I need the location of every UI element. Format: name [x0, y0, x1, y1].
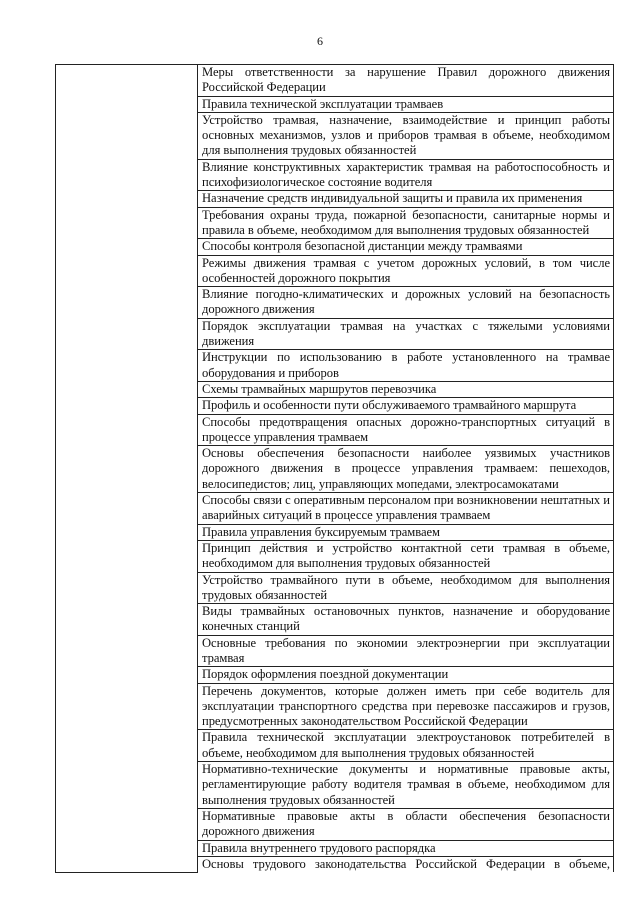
page-number: 6: [317, 34, 323, 48]
requirement-item: Влияние погодно-климатических и дорожных условий на безопасность дорожного движения: [198, 287, 614, 319]
requirement-item: Правила внутреннего трудового распорядка: [198, 840, 614, 856]
requirement-item: Правила технической эксплуатации трамваев: [198, 96, 614, 112]
requirement-item: Способы предотвращения опасных дорожно-транспортных ситуаций в процессе управления трамваем: [198, 414, 614, 446]
requirement-item: Перечень документов, которые должен иметь при себе водитель для эксплуатации транспортного средства при перевозке пассажиров и грузов, предусмотренных законодательством Российской Федерации: [198, 683, 614, 730]
requirement-item: Назначение средств индивидуальной защиты и правила их применения: [198, 191, 614, 207]
requirement-item: Режимы движения трамвая с учетом дорожных условий, в том числе особенностей дорожного покрытия: [198, 255, 614, 287]
table-row: [56, 65, 614, 97]
requirement-item: Способы контроля безопасной дистанции между трамваями: [198, 239, 614, 255]
requirements-table: [55, 64, 614, 873]
empty-left-cell: [56, 65, 198, 873]
requirements-table-body: [56, 65, 614, 873]
requirement-item: Способы связи с оперативным персоналом при возникновении нештатных и аварийных ситуаций в процессе управления трамваем: [198, 493, 614, 525]
requirement-item: Влияние конструктивных характеристик трамвая на работоспособность и психофизиологическое состояние водителя: [198, 159, 614, 191]
requirement-item: Порядок эксплуатации трамвая на участках с тяжелыми условиями движения: [198, 318, 614, 350]
requirement-item: Нормативные правовые акты в области обеспечения безопасности дорожного движения: [198, 808, 614, 840]
requirement-item: Меры ответственности за нарушение Правил дорожного движения Российской Федерации: [198, 65, 614, 97]
requirement-item: Инструкции по использованию в работе установленного на трамвае оборудования и приборов: [198, 350, 614, 382]
requirement-item: Нормативно-технические документы и нормативные правовые акты, регламентирующие работу водителя трамвая в объеме, необходимом для выполнения трудовых обязанностей: [198, 762, 614, 809]
requirement-item: Основные требования по экономии электроэнергии при эксплуатации трамвая: [198, 635, 614, 667]
requirement-item: Профиль и особенности пути обслуживаемого трамвайного маршрута: [198, 398, 614, 414]
requirement-item: Принцип действия и устройство контактной сети трамвая в объеме, необходимом для выполнения трудовых обязанностей: [198, 540, 614, 572]
requirement-item: Устройство трамвая, назначение, взаимодействие и принцип работы основных механизмов, узлов и приборов трамвая в объеме, необходимом для выполнения трудовых обязанностей: [198, 112, 614, 159]
requirement-item: Основы обеспечения безопасности наиболее уязвимых участников дорожного движения в процессе управления трамваем: пешеходов, велосипедистов; лиц, управляющих мопедами, электросамокатами: [198, 446, 614, 493]
requirement-item: Устройство трамвайного пути в объеме, необходимом для выполнения трудовых обязанностей: [198, 572, 614, 604]
requirement-item: Основы трудового законодательства Российской Федерации в объеме,: [198, 856, 614, 872]
requirement-item: Порядок оформления поездной документации: [198, 667, 614, 683]
requirement-item: Схемы трамвайных маршрутов перевозчика: [198, 381, 614, 397]
requirement-item: Правила технической эксплуатации электроустановок потребителей в объеме, необходимом для выполнения трудовых обязанностей: [198, 730, 614, 762]
requirement-item: Правила управления буксируемым трамваем: [198, 524, 614, 540]
requirement-item: Виды трамвайных остановочных пунктов, назначение и оборудование конечных станций: [198, 604, 614, 636]
requirement-item: Требования охраны труда, пожарной безопасности, санитарные нормы и правила в объеме, необходимом для выполнения трудовых обязанностей: [198, 207, 614, 239]
